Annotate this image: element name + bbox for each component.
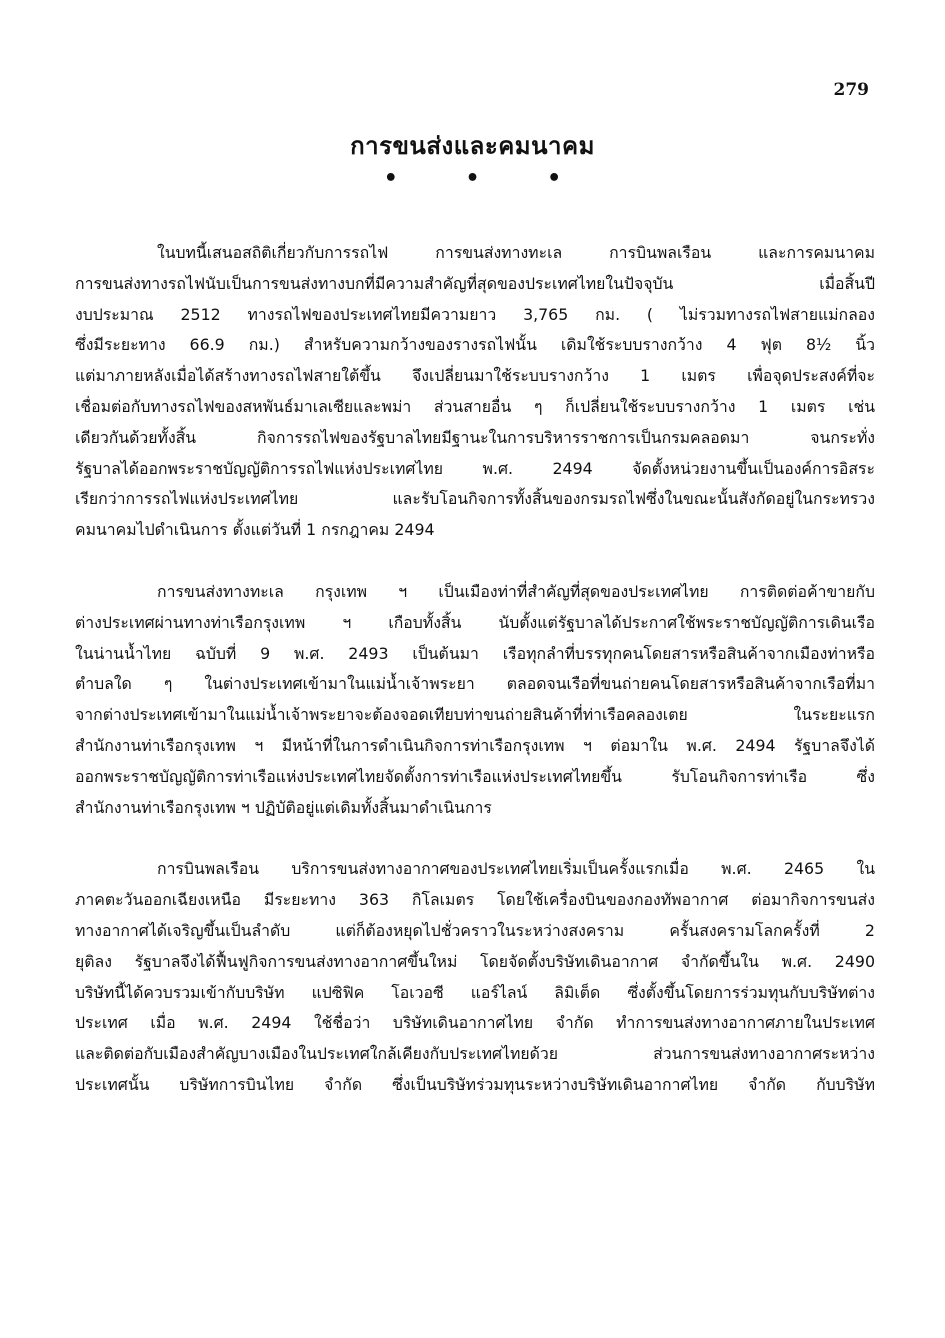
text-line: สำนักงานท่าเรือกรุงเทพ ฯ มีหน้าที่ในการดำเนินกิจการท่าเรือกรุงเทพ ฯ ต่อมาใน พ.ศ. 2494 รัฐบาลจึงได้ <box>75 735 875 755</box>
text-line: เรียกว่าการรถไฟแห่งประเทศไทย และรับโอนกิจการทั้งสิ้นของกรมรถไฟซึ่งในขณะนั้นสังกัดอยู่ในกระทรวง <box>75 489 875 509</box>
page-number: 279 <box>833 80 869 100</box>
text-line: การขนส่งทางรถไฟนับเป็นการขนส่งทางบกที่มีความสำคัญที่สุดของประเทศไทยในปัจจุบัน เมื่อสิ้นปี <box>75 273 875 293</box>
text-line: จากต่างประเทศเข้ามาในแม่น้ำเจ้าพระยาจะต้องจอดเทียบท่าขนถ่ายสินค้าที่ท่าเรือคลองเตย ในระยะแรก <box>75 705 875 725</box>
page-title: การขนส่งและคมนาคม <box>350 132 595 160</box>
text-line: และติดต่อกับเมืองสำคัญบางเมืองในประเทศใกล้เคียงกับประเทศไทยด้วย ส่วนการขนส่งทางอากาศระหว่าง <box>75 1044 875 1064</box>
text-line: เชื่อมต่อกับทางรถไฟของสหพันธ์มาเลเซียและพม่า ส่วนสายอื่น ๆ ก็เปลี่ยนใช้ระบบรางกว้าง 1 เมตร เช่น <box>75 396 875 416</box>
text-line: เดียวกันด้วยทั้งสิ้น กิจการรถไฟของรัฐบาลไทยมีฐานะในการบริหารราชการเป็นกรมคลอดมา จนกระทั่ง <box>75 427 875 447</box>
text-line: บริษัทนี้ได้ควบรวมเข้ากับบริษัท แปซิฟิค โอเวอซี แอร์ไลน์ ลิมิเต็ด ซึ่งตั้งขึ้นโดยการร่วมทุนกับบริษัทต่าง <box>75 982 875 1002</box>
text-line: การขนส่งทางทะเล กรุงเทพ ฯ เป็นเมืองท่าที่สำคัญที่สุดของประเทศไทย การติดต่อค้าขายกับ <box>157 581 875 601</box>
text-line: ออกพระราชบัญญัติการท่าเรือแห่งประเทศไทยจัดตั้งการท่าเรือแห่งประเทศไทยขึ้น รับโอนกิจการท่าเรือ ซึ่ง <box>75 766 875 786</box>
text-line: คมนาคมไปดำเนินการ ตั้งแต่วันที่ 1 กรกฎาคม 2494 <box>75 520 435 540</box>
paragraph-civil-aviation <box>75 854 875 1100</box>
section-separator: • • • <box>383 166 592 191</box>
text-line: สำนักงานท่าเรือกรุงเทพ ฯ ปฏิบัติอยู่แต่เดิมทั้งสิ้นมาดำเนินการ <box>75 797 492 817</box>
text-line: รัฐบาลได้ออกพระราชบัญญัติการรถไฟแห่งประเทศไทย พ.ศ. 2494 จัดตั้งหน่วยงานขึ้นเป็นองค์การอิสระ <box>75 458 875 478</box>
text-line: ทางอากาศได้เจริญขึ้นเป็นลำดับ แต่ก็ต้องหยุดไปชั่วคราวในระหว่างสงคราม ครั้นสงครามโลกครั้งที่ 2 <box>75 920 875 940</box>
text-line: ภาคตะวันออกเฉียงเหนือ มีระยะทาง 363 กิโลเมตร โดยใช้เครื่องบินของกองทัพอากาศ ต่อมากิจการขนส่ง <box>75 890 875 910</box>
text-line: ในบทนี้เสนอสถิติเกี่ยวกับการรถไฟ การขนส่งทางทะเล การบินพลเรือน และการคมนาคม <box>157 243 875 262</box>
text-line: งบประมาณ 2512 ทางรถไฟของประเทศไทยมีความยาว 3,765 กม. ( ไม่รวมทางรถไฟสายแม่กลอง <box>75 304 875 324</box>
text-line: แต่มาภายหลังเมื่อได้สร้างทางรถไฟสายใต้ขึ้น จึงเปลี่ยนมาใช้ระบบรางกว้าง 1 เมตร เพื่อจุดประสงค์ที่จะ <box>75 366 875 386</box>
text-line: ยุติลง รัฐบาลจึงได้ฟื้นฟูกิจการขนส่งทางอากาศขึ้นใหม่ โดยจัดตั้งบริษัทเดินอากาศ จำกัดขึ้นใน พ.ศ. 2490 <box>75 951 875 971</box>
text-line: ซึ่งมีระยะทาง 66.9 กม.) สำหรับความกว้างของรางรถไฟนั้น เดิมใช้ระบบรางกว้าง 4 ฟุต 8½ นิ้ว <box>75 335 875 355</box>
text-line: ประเทศนั้น บริษัทการบินไทย จำกัด ซึ่งเป็นบริษัทร่วมทุนระหว่างบริษัทเดินอากาศไทย จำกัด กับบริษัท <box>75 1074 875 1094</box>
text-line: ต่างประเทศผ่านทางท่าเรือกรุงเทพ ฯ เกือบทั้งสิ้น นับตั้งแต่รัฐบาลได้ประกาศใช้พระราชบัญญัติการเดินเรือ <box>75 612 875 632</box>
text-line: ประเทศ เมื่อ พ.ศ. 2494 ใช้ชื่อว่า บริษัทเดินอากาศไทย จำกัด ทำการขนส่งทางอากาศภายในประเทศ <box>75 1013 875 1033</box>
paragraph-railway <box>75 238 875 546</box>
body-text <box>75 238 875 1132</box>
text-line: ในน่านน้ำไทย ฉบับที่ 9 พ.ศ. 2493 เป็นต้นมา เรือทุกลำที่บรรทุกคนโดยสารหรือสินค้าจากเมืองท่าหรือ <box>75 643 875 663</box>
paragraph-sea-transport <box>75 577 875 823</box>
text-line: การบินพลเรือน บริการขนส่งทางอากาศของประเทศไทยเริ่มเป็นครั้งแรกเมื่อ พ.ศ. 2465 ใน <box>157 859 875 879</box>
text-line: ตำบลใด ๆ ในต่างประเทศเข้ามาในแม่น้ำเจ้าพระยา ตลอดจนเรือที่ขนถ่ายคนโดยสารหรือสินค้าจากเรือที่มา <box>75 674 875 694</box>
